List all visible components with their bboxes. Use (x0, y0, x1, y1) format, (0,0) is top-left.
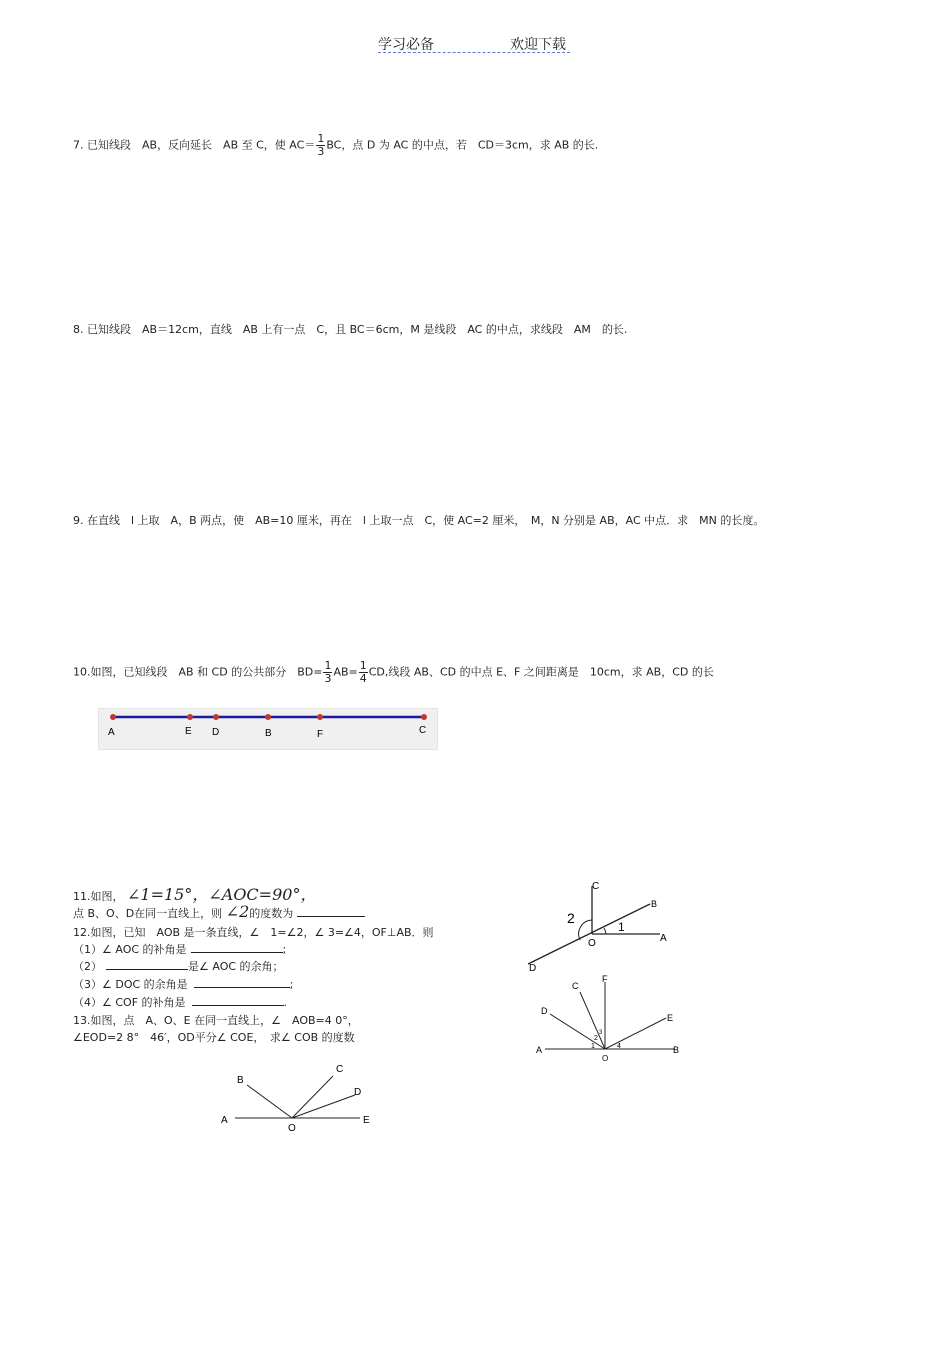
fig12-label-f: F (602, 974, 608, 984)
q12-blank-4[interactable] (192, 994, 284, 1006)
fig11-label-b: B (651, 899, 658, 909)
fig13-label-o: O (288, 1123, 296, 1134)
fig10-point-b (265, 714, 271, 720)
fig10-label-f: F (317, 729, 324, 740)
fig11-label-d: D (529, 963, 537, 974)
fig11-label-a: A (660, 933, 667, 944)
q11-angle-expression: ∠1=15°，∠AOC=90°， (127, 885, 317, 904)
figure-11-angles (520, 878, 680, 978)
fig12-label-c: C (572, 981, 579, 991)
fig10-label-e: E (185, 726, 192, 737)
fig11-label-2: 2 (567, 910, 575, 926)
fig13-label-e: E (363, 1115, 370, 1126)
header-right: 欢迎下载 (510, 37, 566, 53)
fig10-point-f (317, 714, 323, 720)
q11-text-pre: 11.如图， (73, 890, 124, 903)
q10-fraction-2: $\frac{1}{4}$ (359, 659, 367, 685)
q11-text-line2: 点 B、O、D在同一直线上，则 (73, 907, 223, 920)
fig12-label-1: 1 (591, 1043, 595, 1050)
q11-text-line2-post: 的度数为 (249, 907, 294, 920)
question-12-item-4: （4）∠ COF 的补角是 . (73, 996, 288, 1009)
q7-text-pre: 7. 已知线段 AB，反向延长 AB 至 C，使 AC＝ (73, 138, 316, 152)
fig12-label-b: B (673, 1045, 680, 1055)
fig12-label-2: 2 (594, 1035, 598, 1042)
question-11-line-2 (73, 904, 365, 921)
fig10-point-a (110, 714, 116, 720)
fig10-label-b: B (265, 728, 272, 739)
fig12-label-o: O (602, 1054, 609, 1063)
q7-fraction: $\frac{1}{3}$ (317, 132, 325, 158)
fig12-label-a: A (536, 1045, 543, 1055)
q12-blank-3[interactable] (194, 976, 290, 988)
fig12-label-3: 3 (599, 1030, 603, 1036)
fig12-label-e: E (667, 1013, 674, 1023)
question-13-line-1: 13.如图，点 A、O、E 在同一直线上，∠ AOB=4 0°， (73, 1014, 359, 1027)
figure-12-angles (530, 972, 690, 1067)
fig10-label-d: D (212, 727, 220, 738)
fig10-label-c: C (419, 725, 427, 736)
q10-fraction-1: $\frac{1}{3}$ (324, 659, 332, 685)
question-12-item-1: （1）∠ AOC 的补角是 ; (73, 943, 287, 956)
question-9: 9. 在直线 l 上取 A，B 两点，使 AB=10 厘米，再在 l 上取一点 C，使 AC=2 厘米， M，N 分别是 AB，AC 中点．求 MN 的长度。 (73, 514, 765, 527)
q10-text-post: CD,线段 AB、CD 的中点 E、F 之间距离是 10cm，求 AB，CD 的长 (368, 665, 714, 679)
fig12-label-4: 4 (617, 1043, 621, 1050)
fig12-label-d: D (541, 1006, 548, 1016)
question-13-line-2: ∠EOD=2 8° 46′，OD平分∠ COE， 求∠ COB 的度数 (73, 1031, 355, 1044)
header-left: 学习必备 (378, 37, 434, 53)
q12-blank-2[interactable] (106, 958, 188, 970)
question-11-line-1 (73, 887, 316, 904)
question-12-item-3: （3）∠ DOC 的余角是 ; (73, 978, 294, 991)
fig10-point-c (421, 714, 427, 720)
figure-10-segment (98, 708, 438, 750)
q7-text-post: BC，点 D 为 AC 的中点，若 CD＝3cm，求 AB 的长. (326, 138, 599, 152)
question-12-intro: 12.如图，已知 AOB 是一条直线，∠ 1=∠2，∠ 3=∠4，OF⊥AB．则 (73, 926, 434, 939)
fig13-label-c: C (336, 1064, 344, 1075)
q11-answer-blank[interactable] (297, 905, 365, 917)
fig13-label-a: A (221, 1115, 228, 1126)
fig11-label-1: 1 (618, 920, 625, 934)
q10-text-pre: 10.如图，已知线段 AB 和 CD 的公共部分 BD= (73, 665, 323, 679)
q12-blank-1[interactable] (191, 941, 283, 953)
fig13-label-b: B (237, 1075, 244, 1086)
fig11-label-c: C (592, 881, 600, 892)
figure-13-angles (215, 1060, 385, 1140)
q10-text-mid: AB= (333, 665, 358, 679)
question-10 (73, 660, 714, 685)
question-8: 8. 已知线段 AB＝12cm，直线 AB 上有一点 C，且 BC＝6cm，M 是线段 AC 的中点，求线段 AM 的长. (73, 323, 628, 336)
fig10-label-a: A (108, 727, 115, 738)
question-12-item-2: （2） 是∠ AOC 的余角； (73, 960, 284, 973)
header-underline (378, 52, 570, 53)
fig11-label-o: O (588, 938, 596, 949)
fig10-point-d (213, 714, 219, 720)
question-7 (73, 133, 598, 158)
fig13-label-d: D (354, 1087, 362, 1098)
q11-angle-2: ∠2 (225, 902, 250, 921)
fig10-point-e (187, 714, 193, 720)
